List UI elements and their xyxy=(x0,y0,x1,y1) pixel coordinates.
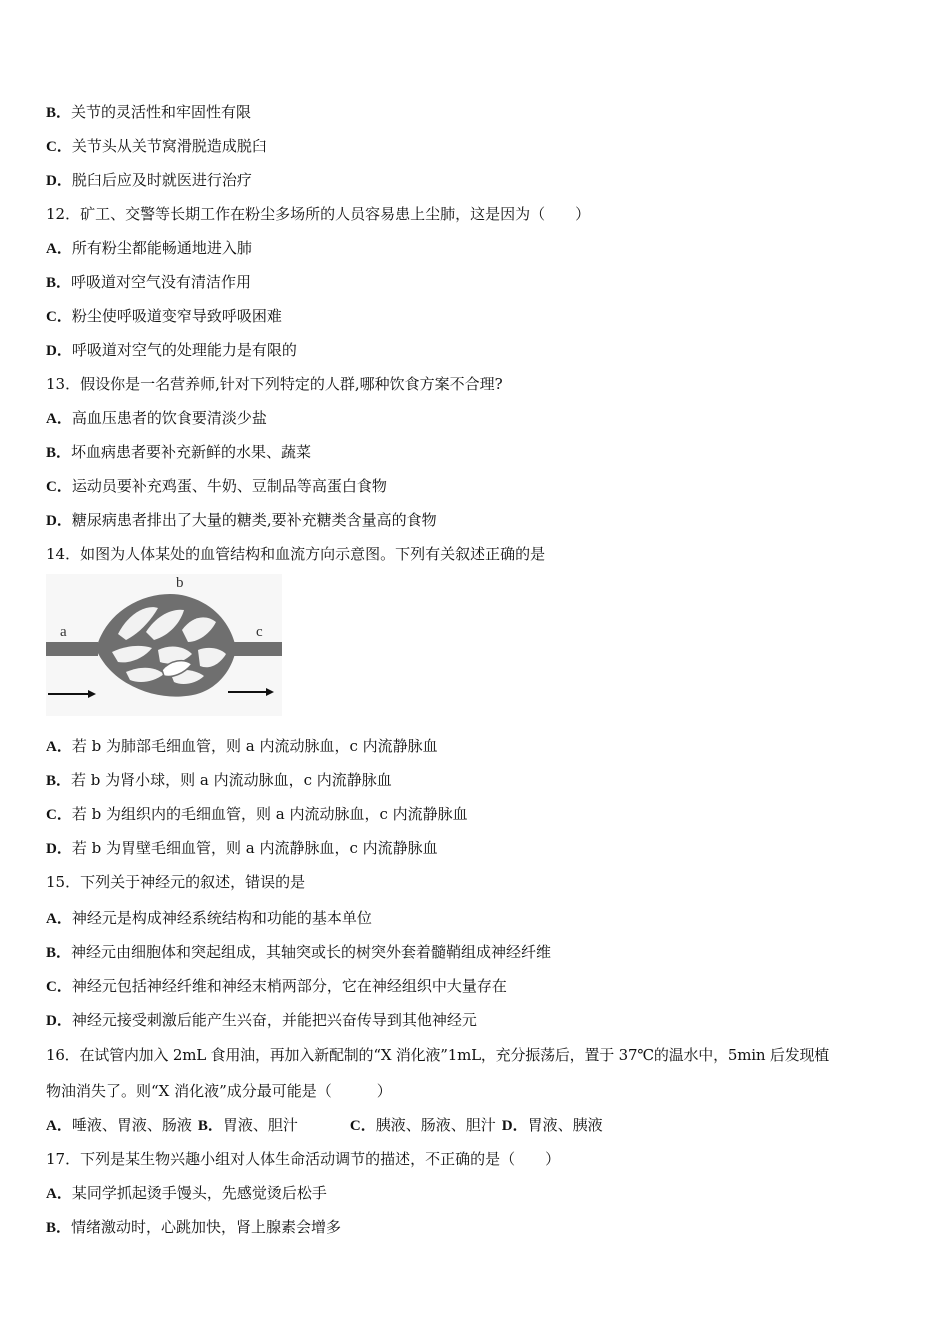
q16-option-a: A．唾液、胃液、肠液 xyxy=(46,1116,192,1134)
q13-option-b: B．坏血病患者要补充新鲜的水果、蔬菜 xyxy=(46,443,312,461)
q16-stem-line2: 物油消失了。则“X 消化液”成分最可能是（ ） xyxy=(46,1082,392,1100)
q12-stem: 12．矿工、交警等长期工作在粉尘多场所的人员容易患上尘肺，这是因为（ ） xyxy=(46,205,591,223)
q15-option-c: C．神经元包括神经纤维和神经末梢两部分，它在神经组织中大量存在 xyxy=(46,977,507,995)
q14-option-a: A．若 b 为肺部毛细血管，则 a 内流动脉血，c 内流静脉血 xyxy=(46,737,438,755)
q11-option-b: B．关节的灵活性和牢固性有限 xyxy=(46,103,252,121)
vessel-a xyxy=(46,642,98,656)
q11-option-c: C．关节头从关节窝滑脱造成脱臼 xyxy=(46,137,267,155)
q17-stem: 17．下列是某生物兴趣小组对人体生命活动调节的描述，不正确的是（ ） xyxy=(46,1150,561,1168)
vessel-c xyxy=(234,642,282,656)
q16-option-d: D．胃液、胰液 xyxy=(501,1116,603,1134)
q16-option-b: B．胃液、胆汁 xyxy=(197,1116,298,1134)
q14-option-c: C．若 b 为组织内的毛细血管，则 a 内流动脉血，c 内流静脉血 xyxy=(46,805,468,823)
q17-option-a: A．某同学抓起烫手馒头，先感觉烫后松手 xyxy=(46,1184,327,1202)
q14-stem: 14．如图为人体某处的血管结构和血流方向示意图。下列有关叙述正确的是 xyxy=(46,545,546,563)
q15-option-b: B．神经元由细胞体和突起组成，其轴突或长的树突外套着髓鞘组成神经纤维 xyxy=(46,943,552,961)
label-c: c xyxy=(256,624,263,640)
label-a: a xyxy=(60,624,67,640)
q13-option-d: D．糖尿病患者排出了大量的糖类,要补充糖类含量高的食物 xyxy=(46,511,437,529)
blood-vessel-diagram xyxy=(46,574,282,716)
q13-option-a: A．高血压患者的饮食要清淡少盐 xyxy=(46,409,267,427)
q12-option-a: A．所有粉尘都能畅通地进入肺 xyxy=(46,239,252,257)
q14-option-b: B．若 b 为肾小球，则 a 内流动脉血，c 内流静脉血 xyxy=(46,771,392,789)
q12-option-d: D．呼吸道对空气的处理能力是有限的 xyxy=(46,341,297,359)
q12-option-c: C．粉尘使呼吸道变窄导致呼吸困难 xyxy=(46,307,282,325)
q13-stem: 13．假设你是一名营养师,针对下列特定的人群,哪种饮食方案不合理? xyxy=(46,375,503,393)
q16-stem-line1: 16．在试管内加入 2mL 食用油，再加入新配制的“X 消化液”1mL，充分振荡后，置于 37℃的温水中，5min 后发现植 xyxy=(46,1046,830,1064)
q15-option-a: A．神经元是构成神经系统结构和功能的基本单位 xyxy=(46,909,372,927)
q12-option-b: B．呼吸道对空气没有清洁作用 xyxy=(46,273,252,291)
q15-option-d: D．神经元接受刺激后能产生兴奋，并能把兴奋传导到其他神经元 xyxy=(46,1011,477,1029)
q15-stem: 15．下列关于神经元的叙述，错误的是 xyxy=(46,873,306,891)
q11-option-d: D．脱臼后应及时就医进行治疗 xyxy=(46,171,252,189)
q14-option-d: D．若 b 为胃壁毛细血管，则 a 内流静脉血，c 内流静脉血 xyxy=(46,839,438,857)
q17-option-b: B．情绪激动时，心跳加快，肾上腺素会增多 xyxy=(46,1218,342,1236)
q13-option-c: C．运动员要补充鸡蛋、牛奶、豆制品等高蛋白食物 xyxy=(46,477,387,495)
label-b: b xyxy=(176,575,184,591)
q16-options-row xyxy=(46,1115,603,1136)
q16-option-c: C．胰液、肠液、胆汁 xyxy=(349,1116,496,1134)
